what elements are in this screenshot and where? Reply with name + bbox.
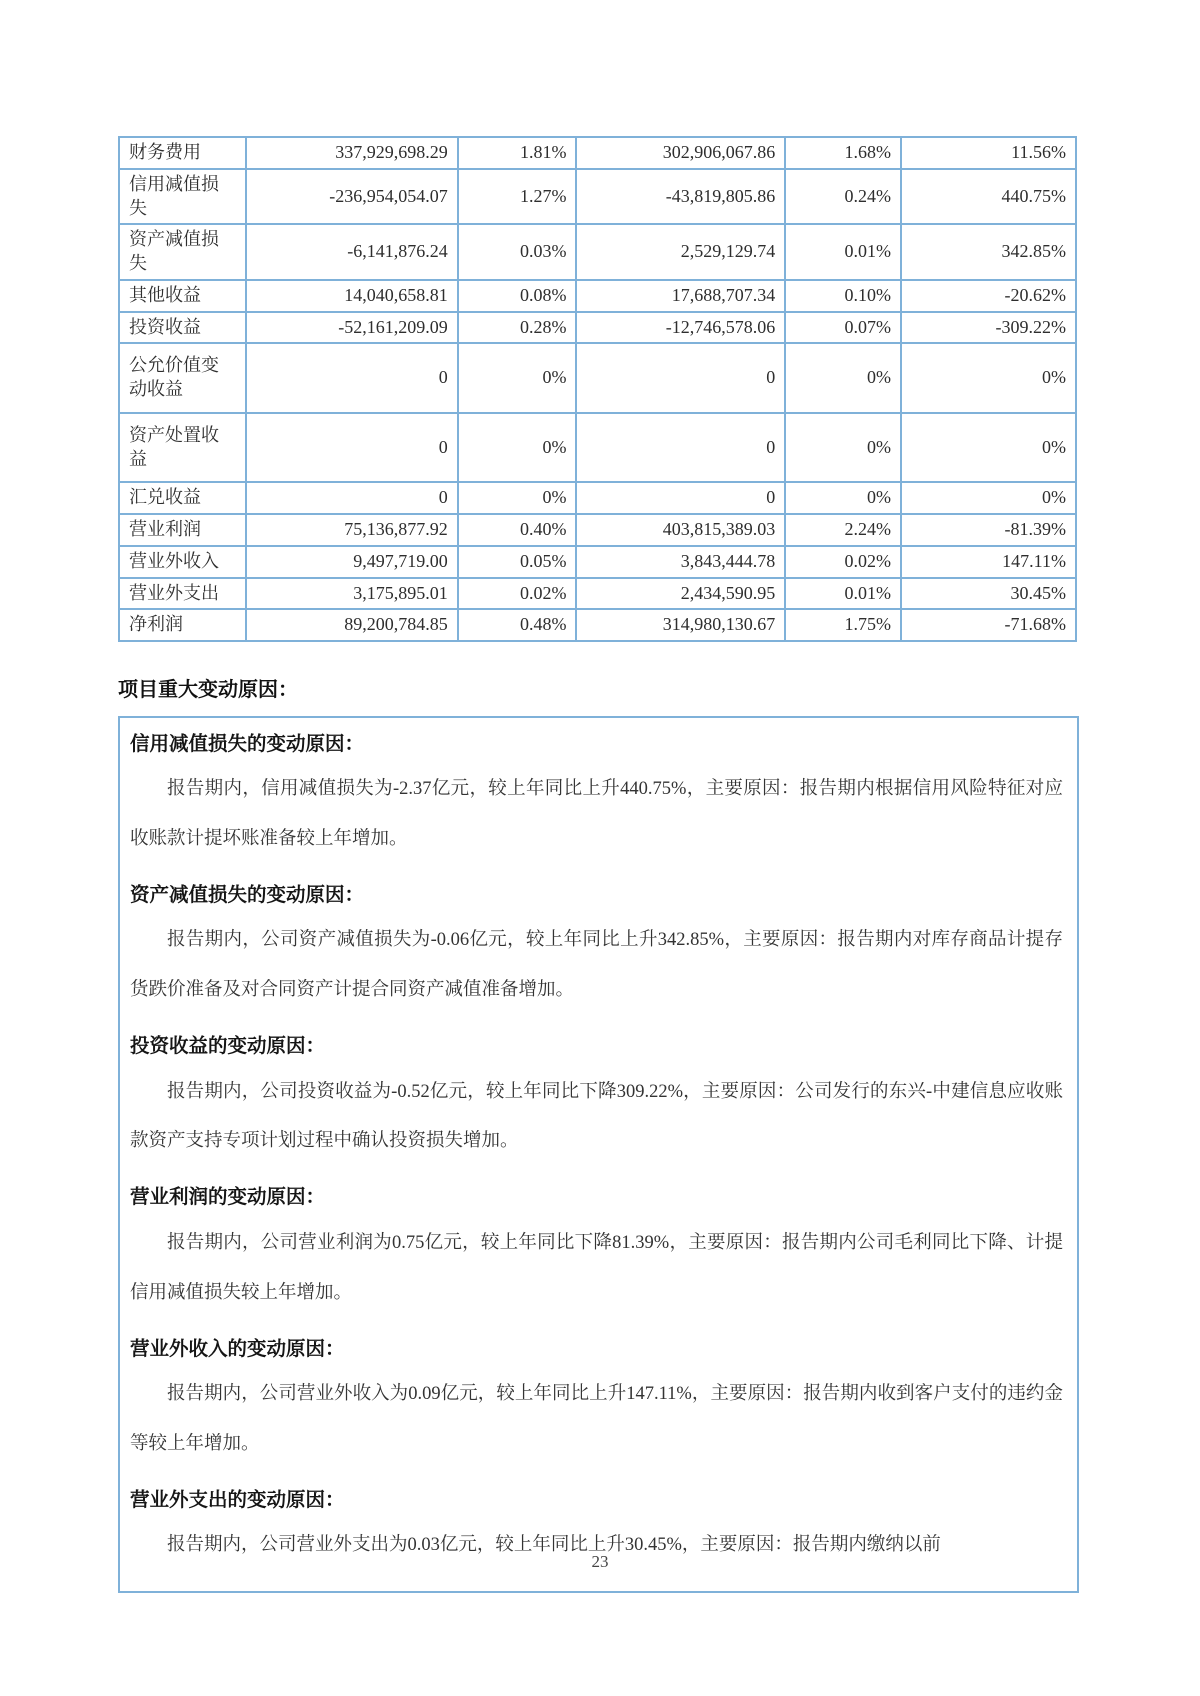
cell-amount-current: -6,141,876.24 <box>246 224 458 280</box>
cell-amount-current: 89,200,784.85 <box>246 609 458 641</box>
cell-amount-current: 0 <box>246 482 458 514</box>
cell-yoy-change: 342.85% <box>901 224 1076 280</box>
table-row <box>119 578 1076 610</box>
cell-pct-prior: 0.10% <box>785 280 901 312</box>
cell-amount-prior: -12,746,578.06 <box>576 312 785 344</box>
cell-item-label: 营业外收入 <box>119 546 246 578</box>
cell-yoy-change: -81.39% <box>901 514 1076 546</box>
cell-pct-prior: 1.68% <box>785 137 901 169</box>
cell-yoy-change: 0% <box>901 413 1076 483</box>
cell-item-label: 净利润 <box>119 609 246 641</box>
cell-pct-current: 0.05% <box>458 546 577 578</box>
reason-heading: 信用减值损失的变动原因： <box>130 733 365 755</box>
cell-amount-prior: 302,906,067.86 <box>576 137 785 169</box>
cell-amount-current: -52,161,209.09 <box>246 312 458 344</box>
cell-yoy-change: 0% <box>901 343 1076 413</box>
cell-amount-current: 14,040,658.81 <box>246 280 458 312</box>
cell-pct-prior: 0% <box>785 413 901 483</box>
reason-heading: 营业外收入的变动原因： <box>130 1337 345 1360</box>
cell-amount-prior: 2,529,129.74 <box>576 224 785 280</box>
cell-pct-current: 0.08% <box>458 280 577 312</box>
reason-body: 报告期内，信用减值损失为-2.37亿元，较上年同比上升440.75%，主要原因：报告期内根据信用风险特征对应收账款计提坏账准备较上年增加。 <box>130 779 1063 850</box>
cell-amount-prior: 403,815,389.03 <box>576 514 785 546</box>
table-row <box>119 137 1076 169</box>
reason-body: 报告期内，公司营业利润为0.75亿元，较上年同比下降81.39%，主要原因：报告期内公司毛利同比下降、计提信用减值损失较上年增加。 <box>130 1232 1063 1303</box>
cell-amount-prior: -43,819,805.86 <box>576 169 785 225</box>
cell-pct-prior: 0.24% <box>785 169 901 225</box>
cell-item-label: 公允价值变动收益 <box>119 343 246 413</box>
page-content <box>118 136 1077 1593</box>
table-row <box>119 482 1076 514</box>
table-row <box>119 413 1076 483</box>
cell-item-label: 财务费用 <box>119 137 246 169</box>
reasons-box <box>118 716 1079 1593</box>
cell-pct-prior: 0.01% <box>785 224 901 280</box>
cell-yoy-change: 147.11% <box>901 546 1076 578</box>
reason-body: 报告期内，公司营业外收入为0.09亿元，较上年同比上升147.11%，主要原因：报告期内收到客户支付的违约金等较上年增加。 <box>130 1383 1063 1454</box>
reason-heading: 营业利润的变动原因： <box>130 1186 326 1209</box>
page-number: 23 <box>591 1552 609 1571</box>
cell-pct-prior: 0% <box>785 482 901 514</box>
cell-item-label: 信用减值损失 <box>119 169 246 225</box>
reason-heading: 营业外支出的变动原因： <box>130 1488 345 1511</box>
cell-amount-current: 9,497,719.00 <box>246 546 458 578</box>
table-row <box>119 169 1076 225</box>
financial-items-table <box>118 136 1077 642</box>
cell-pct-prior: 0.02% <box>785 546 901 578</box>
cell-yoy-change: 0% <box>901 482 1076 514</box>
cell-pct-prior: 1.75% <box>785 609 901 641</box>
reason-heading: 资产减值损失的变动原因： <box>130 884 365 907</box>
cell-pct-current: 0% <box>458 343 577 413</box>
reason-heading: 投资收益的变动原因： <box>130 1035 326 1058</box>
cell-item-label: 营业利润 <box>119 514 246 546</box>
cell-item-label: 其他收益 <box>119 280 246 312</box>
cell-pct-prior: 0% <box>785 343 901 413</box>
cell-amount-prior: 2,434,590.95 <box>576 578 785 610</box>
cell-amount-current: 0 <box>246 343 458 413</box>
cell-pct-current: 0.40% <box>458 514 577 546</box>
cell-item-label: 资产处置收益 <box>119 413 246 483</box>
table-row <box>119 343 1076 413</box>
cell-pct-current: 1.81% <box>458 137 577 169</box>
cell-pct-current: 0.48% <box>458 609 577 641</box>
cell-amount-prior: 0 <box>576 413 785 483</box>
table-row <box>119 609 1076 641</box>
cell-yoy-change: 30.45% <box>901 578 1076 610</box>
cell-item-label: 投资收益 <box>119 312 246 344</box>
cell-item-label: 营业外支出 <box>119 578 246 610</box>
cell-yoy-change: 11.56% <box>901 137 1076 169</box>
reason-body: 报告期内，公司投资收益为-0.52亿元，较上年同比下降309.22%，主要原因：公司发行的东兴-中建信息应收账款资产支持专项计划过程中确认投资损失增加。 <box>130 1081 1063 1152</box>
section-title: 项目重大变动原因： <box>118 679 298 701</box>
cell-amount-prior: 3,843,444.78 <box>576 546 785 578</box>
cell-amount-current: 337,929,698.29 <box>246 137 458 169</box>
cell-pct-current: 0.28% <box>458 312 577 344</box>
cell-yoy-change: -20.62% <box>901 280 1076 312</box>
table-row <box>119 514 1076 546</box>
cell-amount-prior: 0 <box>576 343 785 413</box>
cell-amount-current: 3,175,895.01 <box>246 578 458 610</box>
cell-pct-current: 0% <box>458 413 577 483</box>
cell-pct-current: 0% <box>458 482 577 514</box>
reason-body: 报告期内，公司营业外支出为0.03亿元，较上年同比上升30.45%，主要原因：报告期内缴纳以前 <box>167 1534 941 1555</box>
cell-yoy-change: -71.68% <box>901 609 1076 641</box>
cell-pct-current: 0.02% <box>458 578 577 610</box>
cell-pct-current: 0.03% <box>458 224 577 280</box>
table-row <box>119 312 1076 344</box>
cell-yoy-change: 440.75% <box>901 169 1076 225</box>
cell-yoy-change: -309.22% <box>901 312 1076 344</box>
cell-pct-current: 1.27% <box>458 169 577 225</box>
cell-amount-current: -236,954,054.07 <box>246 169 458 225</box>
cell-amount-current: 0 <box>246 413 458 483</box>
cell-pct-prior: 0.01% <box>785 578 901 610</box>
table-row <box>119 546 1076 578</box>
cell-pct-prior: 0.07% <box>785 312 901 344</box>
reason-body: 报告期内，公司资产减值损失为-0.06亿元，较上年同比上升342.85%，主要原因：报告期内对库存商品计提存货跌价准备及对合同资产计提合同资产减值准备增加。 <box>130 930 1063 1001</box>
cell-amount-prior: 314,980,130.67 <box>576 609 785 641</box>
cell-amount-prior: 0 <box>576 482 785 514</box>
cell-amount-prior: 17,688,707.34 <box>576 280 785 312</box>
cell-pct-prior: 2.24% <box>785 514 901 546</box>
table-row <box>119 224 1076 280</box>
table-row <box>119 280 1076 312</box>
cell-item-label: 汇兑收益 <box>119 482 246 514</box>
cell-amount-current: 75,136,877.92 <box>246 514 458 546</box>
cell-item-label: 资产减值损失 <box>119 224 246 280</box>
